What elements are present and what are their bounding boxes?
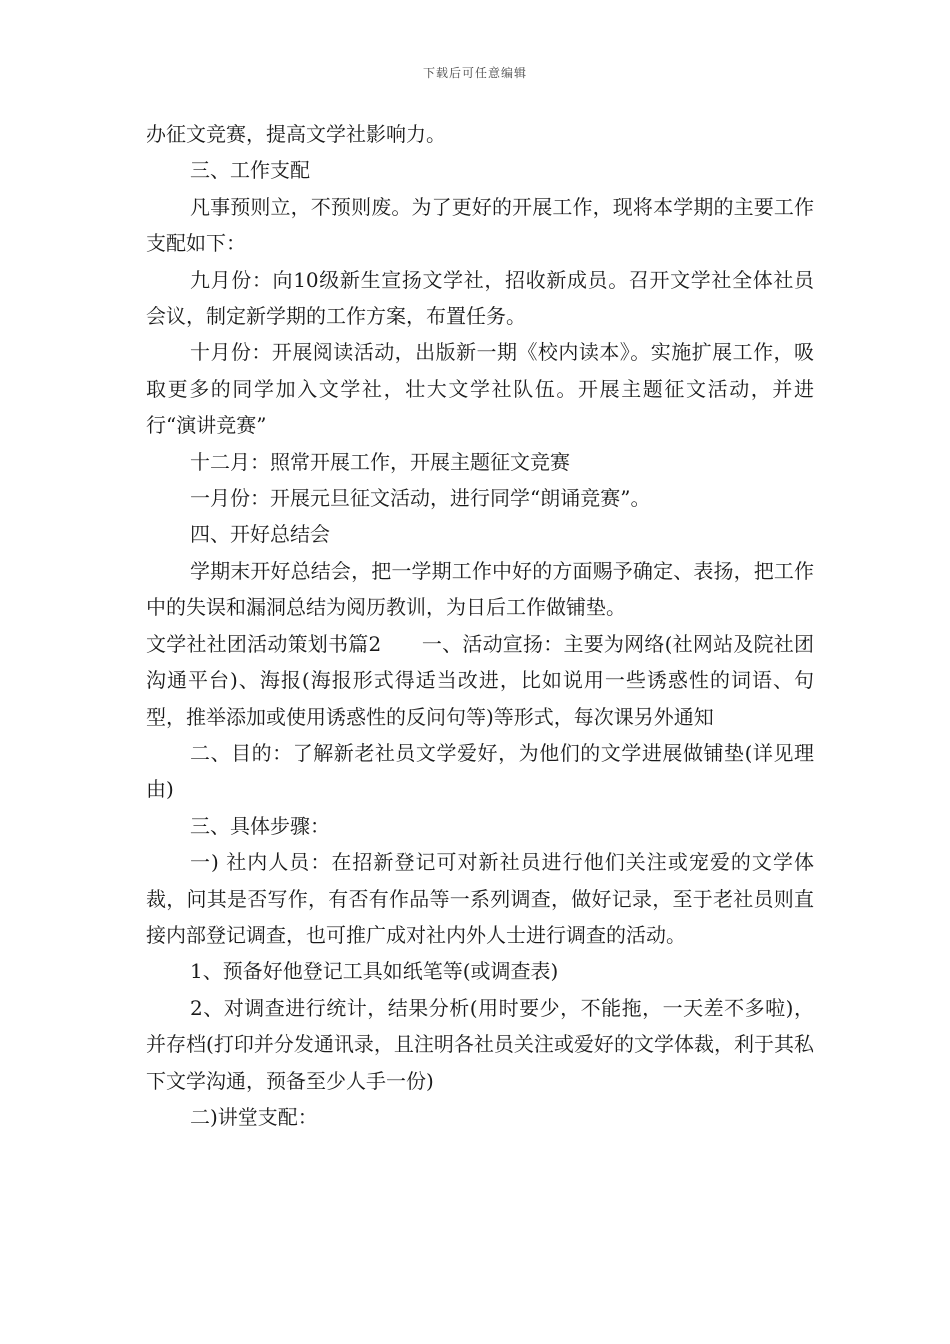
list-item: 1、预备好他登记工具如纸笔等(或调查表) <box>190 959 559 984</box>
paragraph: 一) 社内人员：在招新登记可对新社员进行他们关注或宠爱的文学体裁，问其是否写作，有否有作品等一系列调查，做好记录，至于老社员则直接内部登记调查，也可推广成对社内外人士进行调查的活动。 <box>146 850 814 947</box>
section-heading: 三、具体步骤： <box>190 813 330 838</box>
paragraph: 十月份：开展阅读活动，出版新一期《校内读本》。实施扩展工作，吸取更多的同学加入文学社，壮大文学社队伍。开展主题征文活动，并进行“演讲竞赛” <box>146 340 814 438</box>
paragraph: 文学社社团活动策划书篇2 一、活动宣扬：主要为网络(社网站及院社团沟通平台)、海报(海报形式得适当改进，比如说用一些诱惑性的词语、句型，推举添加或使用诱惑性的反问句等)等形式，每次课另外通知 <box>146 631 814 729</box>
paragraph: 十二月：照常开展工作，开展主题征文竞赛 <box>190 449 570 474</box>
paragraph: 凡事预则立，不预则废。为了更好的开展工作，现将本学期的主要工作支配如下： <box>146 194 814 256</box>
list-item: 2、对调查进行统计，结果分析(用时要少，不能拖，一天差不多啦)，并存档(打印并分发通讯录，且注明各社员关注或爱好的文学体裁，利于其私下文学沟通，预备至少人手一份) <box>146 995 814 1093</box>
section-heading: 二)讲堂支配： <box>190 1104 318 1129</box>
document-body <box>146 116 814 1135</box>
paragraph: 一月份：开展元旦征文活动，进行同学“朗诵竞赛”。 <box>190 486 651 511</box>
paragraph: 九月份：向10级新生宣扬文学社，招收新成员。召开文学社全体社员会议，制定新学期的工作方案，布置任务。 <box>146 267 814 329</box>
paragraph: 二、目的：了解新老社员文学爱好，为他们的文学进展做铺垫(详见理由) <box>146 740 814 802</box>
section-heading: 四、开好总结会 <box>190 522 330 547</box>
page-header-note: 下载后可任意编辑 <box>422 66 527 80</box>
section-heading: 三、工作支配 <box>190 158 310 183</box>
paragraph: 学期末开好总结会，把一学期工作中好的方面赐予确定、表扬，把工作中的失误和漏洞总结为阅历教训，为日后工作做铺垫。 <box>146 558 814 620</box>
paragraph: 办征文竞赛，提高文学社影响力。 <box>146 122 446 146</box>
